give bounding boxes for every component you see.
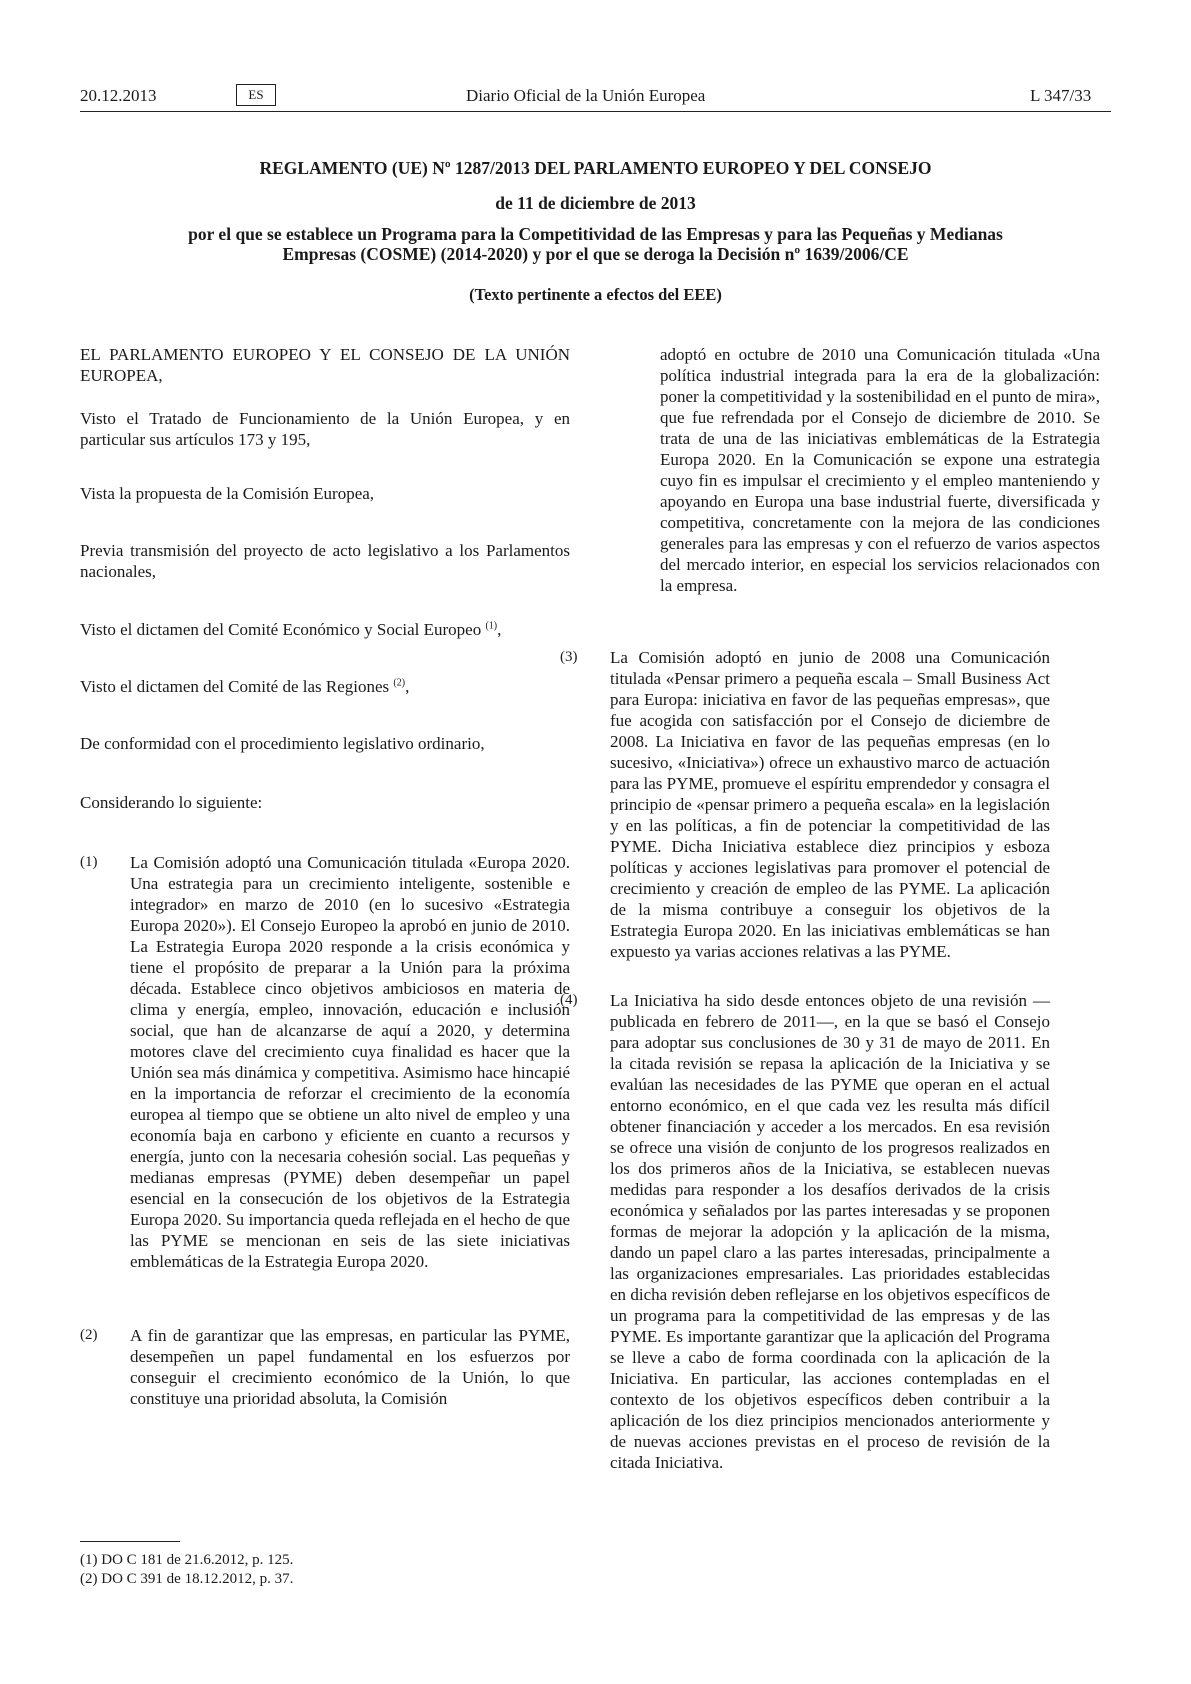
footnote-ref-2: (2) bbox=[393, 677, 406, 689]
footnote-ref-1: (1) bbox=[485, 620, 498, 632]
preamble-esc-text: Visto el dictamen del Comité Económico y Social Europeo bbox=[80, 620, 482, 639]
recital-number: (4) bbox=[560, 992, 578, 1008]
preamble-cor-opinion: Visto el dictamen del Comité de las Regiones $^{(2)}$, bbox=[80, 677, 410, 696]
preamble-cor-text: Visto el dictamen del Comité de las Regiones bbox=[80, 677, 390, 696]
page-reference: L 347/33 bbox=[1030, 86, 1092, 105]
recital-2-continued: adoptó en octubre de 2010 una Comunicación titulada «Una política industrial integrada para la era de la globalización: poner la competitividad y la sostenibilidad en el punto de mira», que fue refrendada por el Consejo de diciembre de 2010. Se trata de una de las iniciativas emblemáticas de la Estrategia Europa 2020. En la Comunicación se expone una estrategia cuyo fin es impulsar el crecimiento y el empleo manteniendo y apoyando en Europa una base industrial fuerte, diversificada y competitiva, concretamente con la mejora de las condiciones generales para las empresas y con el refuerzo de varios aspectos del mercado interior, en especial los servicios relacionados con la empresa. bbox=[660, 345, 1100, 595]
recital-text: A fin de garantizar que las empresas, en particular las PYME, desempeñen un papel fundamental en los esfuerzos por conseguir el crecimiento económico de la Unión, lo que constituye una prioridad absoluta, la Comisión bbox=[130, 1326, 570, 1408]
preamble-esc-opinion: Visto el dictamen del Comité Económico y Social Europeo $^{(1)}$, bbox=[80, 620, 502, 639]
preamble-institutions: EL PARLAMENTO EUROPEO Y EL CONSEJO DE LA UNIÓN EUROPEA, bbox=[80, 345, 570, 385]
regulation-title: REGLAMENTO (UE) Nº 1287/2013 DEL PARLAMENTO EUROPEO Y DEL CONSEJO bbox=[259, 158, 932, 178]
recital-number: (1) bbox=[80, 854, 98, 870]
footnote-2: (2) DO C 391 de 18.12.2012, p. 37. bbox=[80, 1571, 294, 1587]
recital-number: (2) bbox=[80, 1327, 98, 1343]
preamble-treaty: Visto el Tratado de Funcionamiento de la Unión Europea, y en particular sus artículos 173 y 195, bbox=[80, 409, 570, 449]
footnote-divider bbox=[80, 1541, 180, 1542]
recital-text: La Iniciativa ha sido desde entonces objeto de una revisión —publicada en febrero de 2011—, en la que se basó el Consejo para adoptar sus conclusiones de 30 y 31 de mayo de 2011. En la citada revisión se repasa la aplicación de la Iniciativa y se evalúan las necesidades de las PYME que operan en el actual entorno económico, en el que cada vez les resulta más difícil obtener financiación y acceder a los mercados. En esa revisión se ofrece una visión de conjunto de los progresos realizados en los dos primeros años de la Iniciativa, se establecen nuevas medidas para responder a los desafíos derivados de la crisis económica y señalados por las partes interesadas y se proponen formas de mejorar la adopción y la aplicación de la misma, dando un papel claro a las partes interesadas, principalmente a las organizaciones empresariales. Las prioridades establecidas en dicha revisión deben reflejarse en los objetivos específicos de un programa para la competitividad de las empresas y de las PYME. Es importante garantizar que la aplicación del Programa se lleve a cabo de forma coordinada con la aplicación de la Iniciativa. En particular, las acciones contempladas en el contexto de los objetivos específicos deben contribuir a la aplicación de los diez principios mencionados anteriormente y de nuevas acciones previstas en el proceso de revisión de la citada Iniciativa. bbox=[610, 991, 1050, 1472]
publication-date: 20.12.2013 bbox=[80, 86, 157, 105]
preamble-transmission: Previa transmisión del proyecto de acto legislativo a los Parlamentos nacionales, bbox=[80, 541, 570, 581]
preamble-proposal: Vista la propuesta de la Comisión Europea, bbox=[80, 484, 375, 503]
header-divider bbox=[80, 111, 1111, 112]
regulation-date: de 11 de diciembre de 2013 bbox=[495, 193, 696, 213]
preamble-procedure: De conformidad con el procedimiento legislativo ordinario, bbox=[80, 734, 485, 753]
recital-text: La Comisión adoptó una Comunicación titulada «Europa 2020. Una estrategia para un crecimiento inteligente, sostenible e integrador» en marzo de 2010 (en lo sucesivo «Estrategia Europa 2020»). El Consejo Europeo la aprobó en junio de 2010. La Estrategia Europa 2020 responde a la crisis económica y tiene el propósito de preparar a la Unión para la próxima década. Establece cinco objetivos ambiciosos en materia de clima y energía, empleo, innovación, educación e inclusión social, que han de alcanzarse de aquí a 2020, y determina motores clave del crecimiento cuya finalidad es hacer que la Unión sea más dinámica y competitiva. Asimismo hace hincapié en la importancia de reforzar el crecimiento de la economía europea al tiempo que se obtiene un alto nivel de empleo y una economía baja en carbono y eficiente en cuanto a recursos y energía, junto con la necesaria cohesión social. Las pequeñas y medianas empresas (PYME) deben desempeñar un papel esencial en la consecución de los objetivos de la Estrategia Europa 2020. Su importancia queda reflejada en el hecho de que las PYME se mencionan en seis de las siete iniciativas emblemáticas de la Estrategia Europa 2020. bbox=[130, 853, 570, 1271]
preamble-whereas: Considerando lo siguiente: bbox=[80, 793, 263, 812]
recital-number: (3) bbox=[560, 649, 578, 665]
language-badge: ES bbox=[236, 84, 276, 106]
recital-text: La Comisión adoptó en junio de 2008 una Comunicación titulada «Pensar primero a pequeña escala – Small Business Act para Europa: iniciativa en favor de las pequeñas empresas», que fue acogida con satisfacción por el Consejo de diciembre de 2008. La Iniciativa en favor de las pequeñas empresas (en lo sucesivo, «Iniciativa») ofrece un exhaustivo marco de actuación para las PYME, promueve el espíritu emprendedor y consagra el principio de «pensar primero a pequeña escala» en la legislación y en las políticas, a fin de potenciar la competitividad de las PYME. Dicha Iniciativa establece diez principios y esboza políticas y acciones legislativas para promover el potencial de crecimiento y creación de empleo de las PYME. La aplicación de la misma contribuye a conseguir los objetivos de la Estrategia Europa 2020. En las iniciativas emblemáticas se han expuesto ya varias acciones relativas a las PYME. bbox=[610, 648, 1050, 961]
regulation-subject: por el que se establece un Programa para la Competitividad de las Empresas y para las Pequeñas y Medianas Empresas (COSME) (2014-2020) y por el que se deroga la Decisión nº 1639/2006/CE bbox=[188, 224, 1003, 264]
eea-relevance-note: (Texto pertinente a efectos del EEE) bbox=[469, 285, 722, 304]
footnote-1: (1) DO C 181 de 21.6.2012, p. 125. bbox=[80, 1552, 294, 1568]
journal-name: Diario Oficial de la Unión Europea bbox=[466, 86, 706, 105]
